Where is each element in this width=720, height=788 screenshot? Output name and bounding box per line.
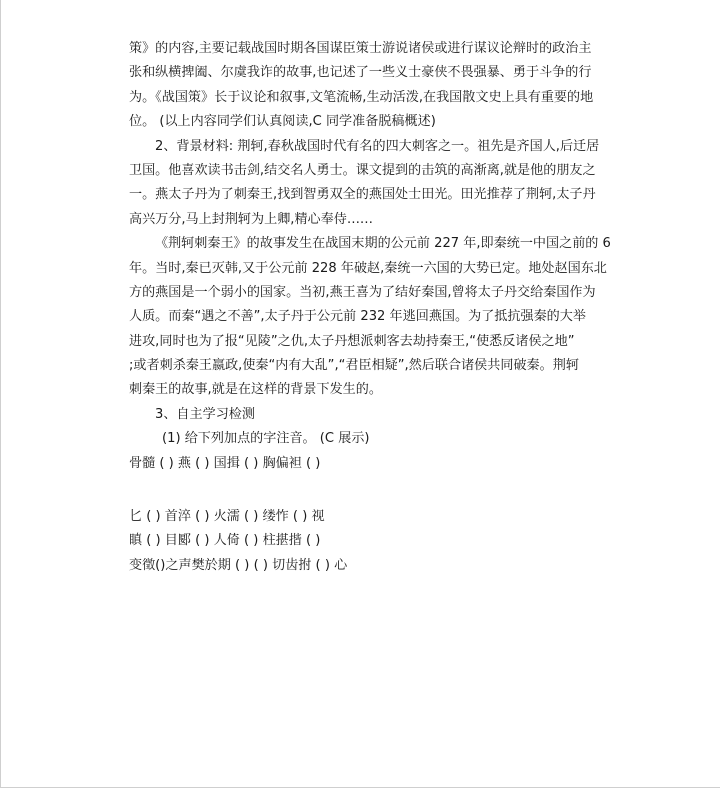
text-line: 卫国。他喜欢读书击剑,结交名人勇士。课文提到的击筑的高渐离,就是他的朋友之 [129, 162, 596, 178]
text-line: 位。 (以上内容同学们认真阅读,C 同学准备脱稿概述) [129, 114, 436, 130]
exercise-list [129, 452, 599, 579]
text-line: 《荆轲刺秦王》的故事发生在战国末期的公元前 227 年,即秦统一中国之前的 6 [155, 236, 611, 252]
text-line: 为。《战国策》长于议论和叙事,文笔流畅,生动活泼,在我国散文史上具有重要的地 [129, 89, 594, 105]
section-heading: 3、自主学习检测 [155, 406, 255, 422]
text-line: 张和纵横捭阖、尔虞我诈的故事,也记述了一些义士豪侠不畏强暴、勇于斗争的行 [129, 65, 592, 81]
exercise-line: 匕 ( ) 首淬 ( ) 火濡 ( ) 缕怍 ( ) 视 [129, 509, 325, 525]
text-line: 人质。而秦“遇之不善”,太子丹于公元前 232 年逃回燕国。为了抵抗强秦的大举 [129, 309, 586, 325]
blank-spacer [129, 476, 599, 505]
question-heading: (1) 给下列加点的字注音。 (C 展示) [162, 431, 370, 447]
text-line: 进攻,同时也为了报“见陵”之仇,太子丹想派刺客去劫持秦王,“使悉反诸侯之地” [129, 333, 575, 349]
text-line: 刺秦王的故事,就是在这样的背景下发生的。 [129, 382, 382, 398]
text-line: 高兴万分,马上封荆轲为上卿,精心奉侍…… [129, 211, 374, 227]
text-line: 方的燕国是一个弱小的国家。当初,燕王喜为了结好秦国,曾将太子丹交给秦国作为 [129, 284, 596, 300]
text-line: 2、背景材料: 荆轲,春秋战国时代有名的四大刺客之一。祖先是齐国人,后迁居 [155, 138, 600, 154]
paragraph-zhanguoce-intro [129, 37, 599, 135]
paragraph-story-background [129, 232, 611, 403]
text-line: 一。燕太子丹为了刺秦王,找到智勇双全的燕国处士田光。田光推荐了荆轲,太子丹 [129, 187, 596, 203]
text-line: 年。当时,秦已灭韩,又于公元前 228 年破赵,秦统一六国的大势已定。地处赵国东北 [129, 260, 607, 276]
text-line: ;或者刺杀秦王嬴政,使秦“内有大乱”,“君臣相疑”,然后联合诸侯共同破秦。荆轲 [129, 358, 579, 374]
paragraph-background-material [129, 135, 599, 233]
exercise-line: 瞋 ( ) 目郾 ( ) 人倚 ( ) 柱揕揩 ( ) [129, 533, 321, 549]
text-line: 策》的内容,主要记载战国时期各国谋臣策士游说诸侯或进行谋议论辩时的政治主 [129, 41, 592, 56]
exercise-line: 变徵()之声樊於期 ( ) ( ) 切齿拊 ( ) 心 [129, 557, 348, 573]
document-body [129, 37, 611, 578]
exercise-line: 骨髓 ( ) 燕 ( ) 国揖 ( ) 胸偏袒 ( ) [129, 455, 321, 471]
